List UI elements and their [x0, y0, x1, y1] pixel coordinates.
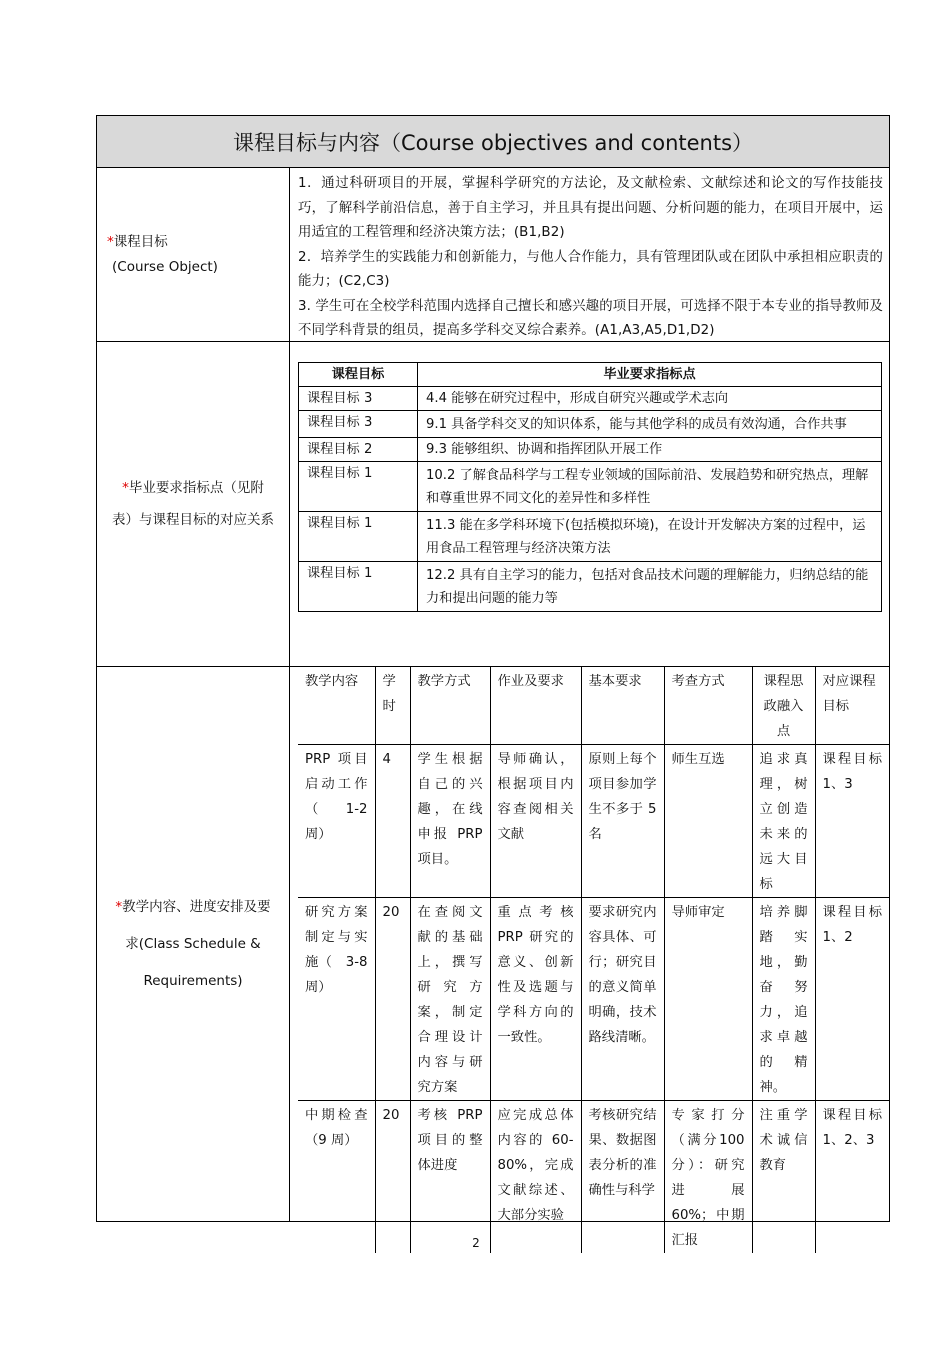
page-number: 2: [472, 1236, 480, 1250]
schedule-label: [97, 667, 290, 1221]
required-mark: *: [115, 898, 123, 915]
schedule-label-line2: 求(Class Schedule &: [125, 935, 261, 952]
schedule-table: [298, 667, 889, 1253]
mapping-goal: 课程目标 3: [299, 411, 418, 438]
schedule-cell: 20: [375, 898, 410, 1101]
schedule-cell: 导师审定: [664, 898, 752, 1101]
mapping-header-point: 毕业要求指标点: [418, 363, 882, 387]
required-mark: *: [107, 233, 114, 250]
mapping-point: 9.1 具备学科交叉的知识体系，能与其他学科的成员有效沟通，合作共事: [418, 411, 882, 438]
mapping-point: 10.2 了解食品科学与工程专业领域的国际前沿、发展趋势和研究热点，理解和尊重世界不同文化的差异性和多样性: [418, 462, 882, 512]
mapping-header-goal: 课程目标: [299, 363, 418, 387]
schedule-cell: 研究方案制定与实施（ 3-8周）: [298, 898, 375, 1101]
table-row: [298, 1101, 889, 1254]
schedule-label-line1: 教学内容、进度安排及要: [122, 898, 271, 915]
schedule-header: 学时: [375, 667, 410, 745]
schedule-cell: 课程目标 1、3: [815, 745, 889, 898]
table-row: [299, 411, 882, 438]
mapping-goal: 课程目标 3: [299, 387, 418, 411]
schedule-cell: 注重学术诚信教育: [752, 1101, 815, 1254]
schedule-cell: 应完成总体内容的 60-80%，完成文献综述、大部分实验: [490, 1101, 581, 1254]
mapping-header-row: [299, 363, 882, 387]
schedule-header: 课程思政融入点: [752, 667, 815, 745]
schedule-cell: 课程目标 1、2: [815, 898, 889, 1101]
schedule-cell: 20: [375, 1101, 410, 1254]
schedule-header: 教学方式: [410, 667, 490, 745]
objective-item: 3. 学生可在全校学科范围内选择自己擅长和感兴趣的项目开展，可选择不限于本专业的指导教师及不同学科背景的组员，提高多学科交叉综合素养。(A1,A3,A5,D1,D2): [298, 298, 883, 338]
mapping-goal: 课程目标 1: [299, 512, 418, 562]
schedule-header: 对应课程目标: [815, 667, 889, 745]
objectives-label-en: (Course Object): [112, 258, 218, 275]
mapping-goal: 课程目标 1: [299, 462, 418, 512]
mapping-row: [97, 342, 889, 667]
objectives-content: [290, 168, 889, 341]
objective-item: 2．培养学生的实践能力和创新能力，与他人合作能力，具有管理团队或在团队中承担相应职责的能力；(C2,C3): [298, 249, 883, 289]
schedule-cell: PRP 项目启动工作（ 1-2周）: [298, 745, 375, 898]
objective-item: 1．通过科研项目的开展，掌握科学研究的方法论，及文献检索、文献综述和论文的写作技能技巧，了解科学前沿信息，善于自主学习，并且具有提出问题、分析问题的能力，在项目开展中，运用适宜的工程管理和经济决策方法；(B1,B2): [298, 176, 883, 240]
schedule-header: 基本要求: [581, 667, 664, 745]
schedule-header-row: [298, 667, 889, 745]
mapping-point: 9.3 能够组织、协调和指挥团队开展工作: [418, 438, 882, 462]
objectives-row: [97, 168, 889, 342]
mapping-goal: 课程目标 2: [299, 438, 418, 462]
schedule-cell: 课程目标 1、2、3: [815, 1101, 889, 1254]
schedule-header: 考查方式: [664, 667, 752, 745]
schedule-header: 作业及要求: [490, 667, 581, 745]
section-title: 课程目标与内容（Course objectives and contents）: [97, 116, 889, 168]
schedule-header: 教学内容: [298, 667, 375, 745]
course-objectives-frame: [96, 115, 890, 1248]
mapping-label-line2: 表）与课程目标的对应关系: [112, 512, 274, 528]
mapping-point: 4.4 能够在研究过程中，形成自研究兴趣或学术志向: [418, 387, 882, 411]
schedule-cell: 考核 PRP 项目的整体进度: [410, 1101, 490, 1254]
table-row: [299, 562, 882, 612]
objectives-label-cn: 课程目标: [113, 233, 168, 250]
schedule-content: [290, 667, 889, 1248]
schedule-row: [97, 667, 889, 1248]
schedule-cell: 中期检查（9 周）: [305, 1108, 368, 1148]
objectives-label: [97, 168, 290, 341]
schedule-cell: 重点考核 PRP 研究的意义、创新性及选题与学科方向的一致性。: [490, 898, 581, 1101]
schedule-cell: 在查阅文献的基础上，撰写研究方案，制定合理设计内容与研究方案: [410, 898, 490, 1101]
table-row: [299, 387, 882, 411]
schedule-cell: 原则上每个项目参加学生不多于 5 名: [581, 745, 664, 898]
mapping-label-line1: 毕业要求指标点（见附: [128, 480, 264, 496]
table-row: [299, 512, 882, 562]
required-mark: *: [122, 480, 129, 496]
schedule-label-line3: Requirements): [143, 972, 243, 989]
schedule-cell: 导师确认，根据项目内容查阅相关文献: [490, 745, 581, 898]
table-row: [299, 438, 882, 462]
schedule-cell: 要求研究内容具体、可行；研究目的意义简单明确，技术路线清晰。: [581, 898, 664, 1101]
mapping-label: [97, 342, 290, 666]
schedule-cell: 专家打分（满分100分）：研究进展 60%；中期汇报: [664, 1101, 752, 1254]
schedule-cell: 考核研究结果、数据图表分析的准确性与科学: [581, 1101, 664, 1254]
mapping-point: 11.3 能在多学科环境下(包括模拟环境)，在设计开发解决方案的过程中，运用食品工程管理与经济决策方法: [418, 512, 882, 562]
table-row: [298, 745, 889, 898]
schedule-cell: 师生互选: [664, 745, 752, 898]
schedule-cell: 追求真理，树立创造未来的远大目标: [752, 745, 815, 898]
schedule-cell: 学生根据自己的兴趣，在线申报 PRP 项目。: [410, 745, 490, 898]
table-row: [298, 898, 889, 1101]
mapping-point: 12.2 具有自主学习的能力，包括对食品技术问题的理解能力，归纳总结的能力和提出问题的能力等: [418, 562, 882, 612]
mapping-goal: 课程目标 1: [299, 562, 418, 612]
schedule-cell: 培养脚踏实地，勤奋努力，追求卓越的精神。: [752, 898, 815, 1101]
table-row: [299, 462, 882, 512]
mapping-table: [298, 362, 882, 612]
schedule-cell: 4: [375, 745, 410, 898]
mapping-content: [290, 342, 890, 666]
